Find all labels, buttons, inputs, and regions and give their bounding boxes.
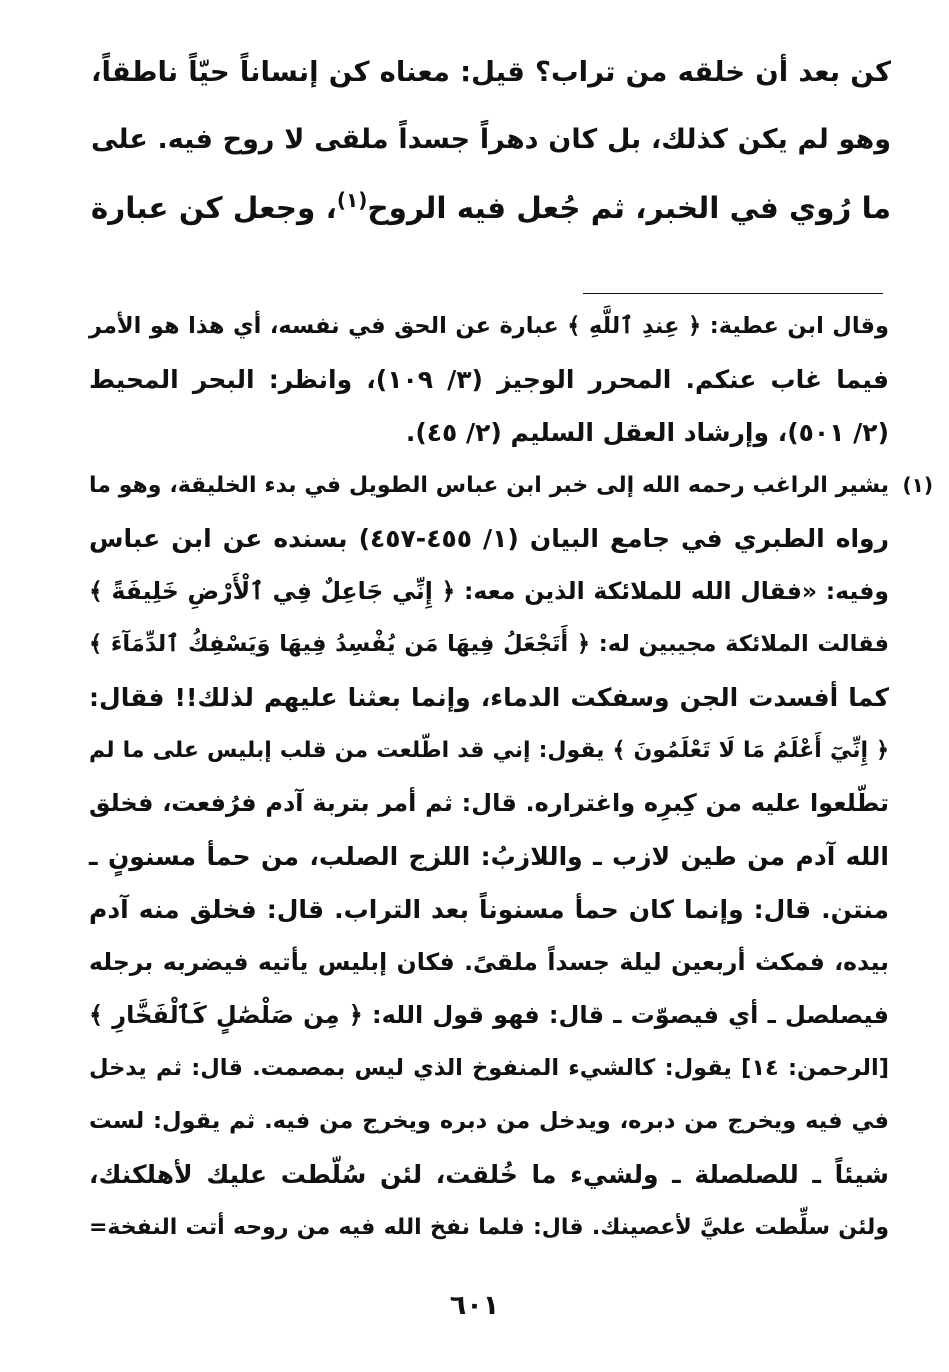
page-number: ٦٠١: [449, 1290, 500, 1321]
footnote-line: وقال ابن عطية: ﴿ عِندِ ٱللَّهِ ﴾ عبارة عن الحق في نفسه، أي هذا هو الأمر: [89, 313, 889, 339]
footnote-line: [الرحمن: ١٤] يقول: كالشيء المنفوخ الذي ليس بمصمت. قال: ثم يدخل: [89, 1055, 889, 1081]
main-text-block: [91, 38, 891, 242]
footnote-separator: [583, 293, 883, 294]
footnote-line: تطّلعوا عليه من كِبرِه واغتراره. قال: ثم أمر بتربة آدم فرُفعت، فخلق: [89, 789, 889, 817]
footnote-line: (٢/ ٥٠١)، وإرشاد العقل السليم (٢/ ٤٥).: [405, 418, 889, 447]
footnote-line: ﴿ إِنِّيٓ أَعْلَمُ مَا لَا تَعْلَمُونَ ﴾ يقول: إني قد اطّلعت من قلب إبليس على ما لم: [89, 738, 889, 763]
main-text-line: [91, 174, 891, 242]
main-text-line: كن بعد أن خلقه من تراب؟ قيل: معناه كن إنساناً حيّاً ناطقاً،: [91, 56, 891, 88]
footnote-line: شيئاً ـ للصلصلة ـ ولشيء ما خُلقت، لئن سُلّطت عليك لأهلكنك،: [89, 1160, 889, 1189]
footnote-1: [89, 459, 933, 1254]
footnote-line: في فيه ويخرج من دبره، ويدخل من دبره ويخرج من فيه. ثم يقول: لست: [89, 1108, 889, 1134]
footnote-reference[interactable]: (١): [336, 188, 368, 213]
footnote-line: كما أفسدت الجن وسفكت الدماء، وإنما بعثنا عليهم لذلك!! فقال:: [89, 683, 889, 712]
footnote-line: بيده، فمكث أربعين ليلة جسداً ملقىً. فكان إبليس يأتيه فيضربه برجله: [89, 948, 889, 976]
main-text-segment: ، وجعل كن عبارة: [90, 191, 337, 225]
footnote-number: (١): [902, 473, 933, 497]
footnote-line: ولئن سلِّطت عليَّ لأعصينك. قال: فلما نفخ الله فيه من روحه أتت النفخة=: [89, 1215, 889, 1240]
footnote-line: فيما غاب عنكم. المحرر الوجيز (٣/ ١٠٩)، وانظر: البحر المحيط: [89, 365, 889, 394]
footnote-line: وفيه: «فقال الله للملائكة الذين معه: ﴿ إِنِّي جَاعِلٌ فِي ٱلْأَرْضِ خَلِيفَةً ﴾: [89, 577, 889, 605]
footnotes-section: [89, 300, 933, 1254]
footnote-continued: [89, 300, 889, 459]
footnote-line: فقالت الملائكة مجيبين له: ﴿ أَتَجْعَلُ فِيهَا مَن يُفْسِدُ فِيهَا وَيَسْفِكُ ٱلدِّمَآءَ ﴾: [89, 631, 889, 657]
footnote-line: فيصلصل ـ أي فيصوّت ـ قال: فهو قول الله: ﴿ مِن صَلْصَٰلٍ كَٱلْفَخَّارِ ﴾: [89, 1001, 889, 1029]
main-text-segment: ما رُوي في الخبر، ثم جُعل فيه الروح: [367, 191, 891, 225]
main-text-line: وهو لم يكن كذلك، بل كان دهراً جسداً ملقى لا روح فيه. على: [91, 124, 891, 155]
footnote-line: رواه الطبري في جامع البيان (١/ ٤٥٥-٤٥٧) بسنده عن ابن عباس: [89, 524, 889, 553]
footnote-line: الله آدم من طين لازب ـ واللازبُ: اللزج الصلب، من حمأ مسنونٍ ـ: [89, 842, 889, 871]
footnote-line: يشير الراغب رحمه الله إلى خبر ابن عباس الطويل في بدء الخليقة، وهو ما: [89, 473, 889, 498]
footnote-line: منتن. قال: وإنما كان حمأ مسنوناً بعد التراب. قال: فخلق منه آدم: [89, 895, 889, 924]
